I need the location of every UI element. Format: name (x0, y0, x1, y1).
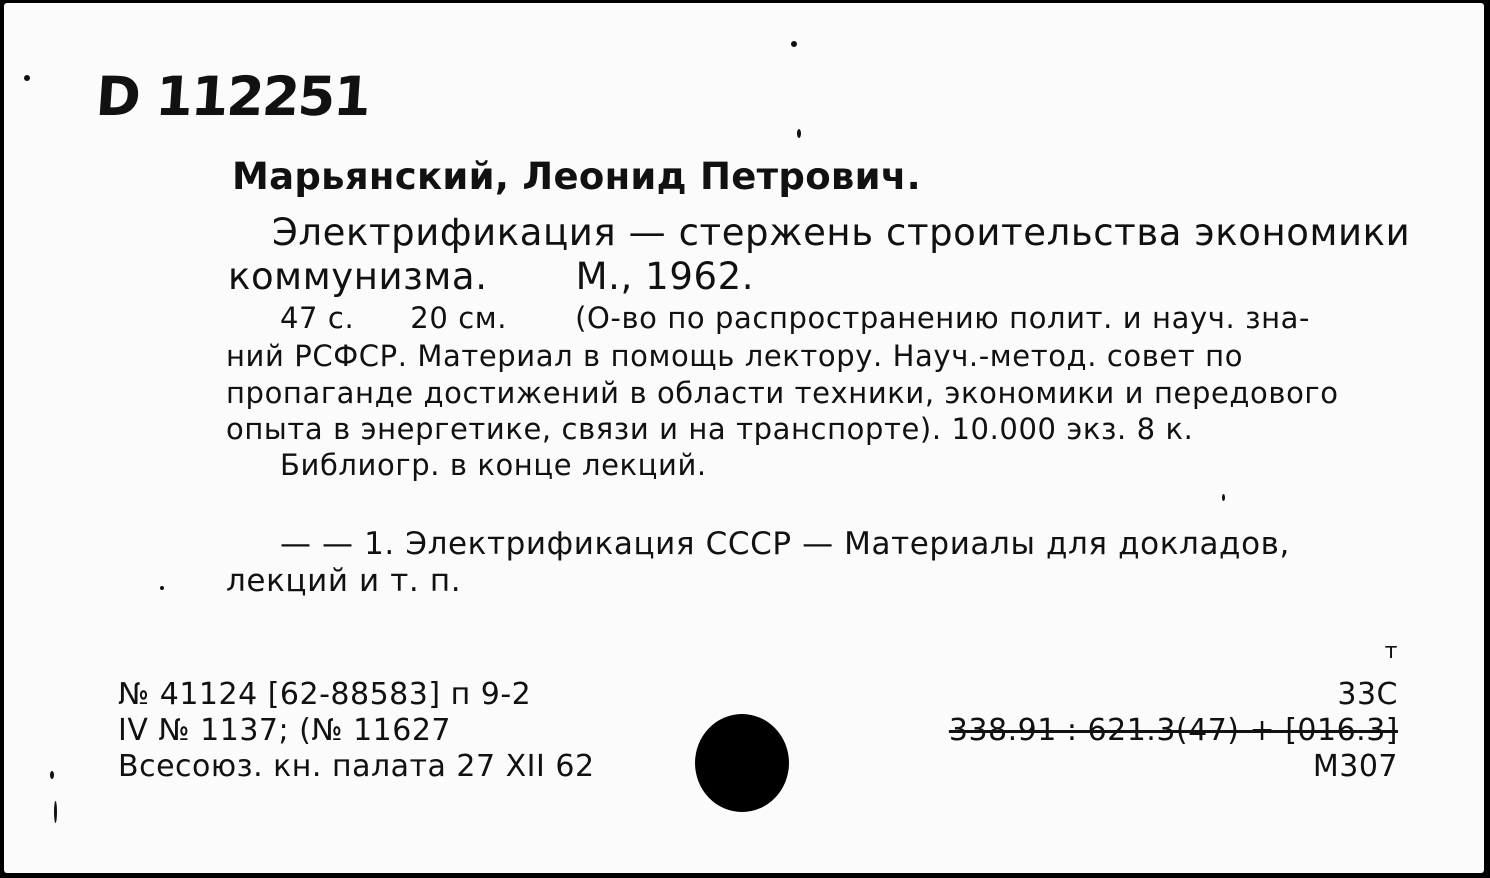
series-note-start: (О-во по распространению полит. и науч. зна- (575, 301, 1311, 335)
size: 20 см. (410, 301, 508, 335)
subject-heading-line-1: — — 1. Электрификация СССР — Материалы для докладов, (280, 526, 1290, 562)
pages: 47 с. (280, 301, 355, 335)
punch-hole-dot (695, 714, 789, 812)
author-name: Марьянский, Леонид Петрович. (232, 155, 921, 198)
specks (791, 41, 797, 47)
imprint: М., 1962. (575, 255, 755, 298)
footer-left-line-3: Всесоюз. кн. палата 27 XII 62 (118, 749, 595, 784)
description-line-4: опыта в энергетике, связи и на транспорте). 10.000 экз. 8 к. (226, 412, 1194, 446)
specks (1222, 494, 1225, 501)
title-line-2-end: коммунизма. (228, 255, 488, 298)
catalog-card (4, 3, 1484, 873)
description-line-2: ний РСФСР. Материал в помощь лектору. Науч.-метод. совет по (226, 339, 1244, 373)
subject-heading-line-2: лекций и т. п. (226, 563, 462, 599)
specks (797, 129, 801, 138)
footer-right-mark: т (1384, 639, 1398, 664)
footer-left-line-2: IV № 1137; (№ 11627 (118, 713, 452, 748)
title-line-2 (228, 255, 754, 298)
handwritten-call-number: D 112251 (93, 65, 372, 128)
classification-code: 33С (1337, 677, 1398, 712)
description-line-3: пропаганде достижений в области техники, экономики и передового (226, 376, 1339, 410)
specks (50, 771, 54, 779)
specks (160, 586, 164, 590)
description-line-1 (280, 301, 1310, 335)
specks (54, 801, 57, 823)
title-line-1: Электрификация — стержень строительства экономики (272, 211, 1411, 254)
bibliography-note: Библиогр. в конце лекций. (280, 448, 707, 482)
footer-left-line-1: № 41124 [62-88583] п 9-2 (118, 677, 532, 712)
specks (24, 75, 30, 81)
author-mark: М307 (1312, 749, 1398, 784)
udc-index-struck: 338.91 : 621.3(47) + [016.3] (948, 713, 1398, 748)
